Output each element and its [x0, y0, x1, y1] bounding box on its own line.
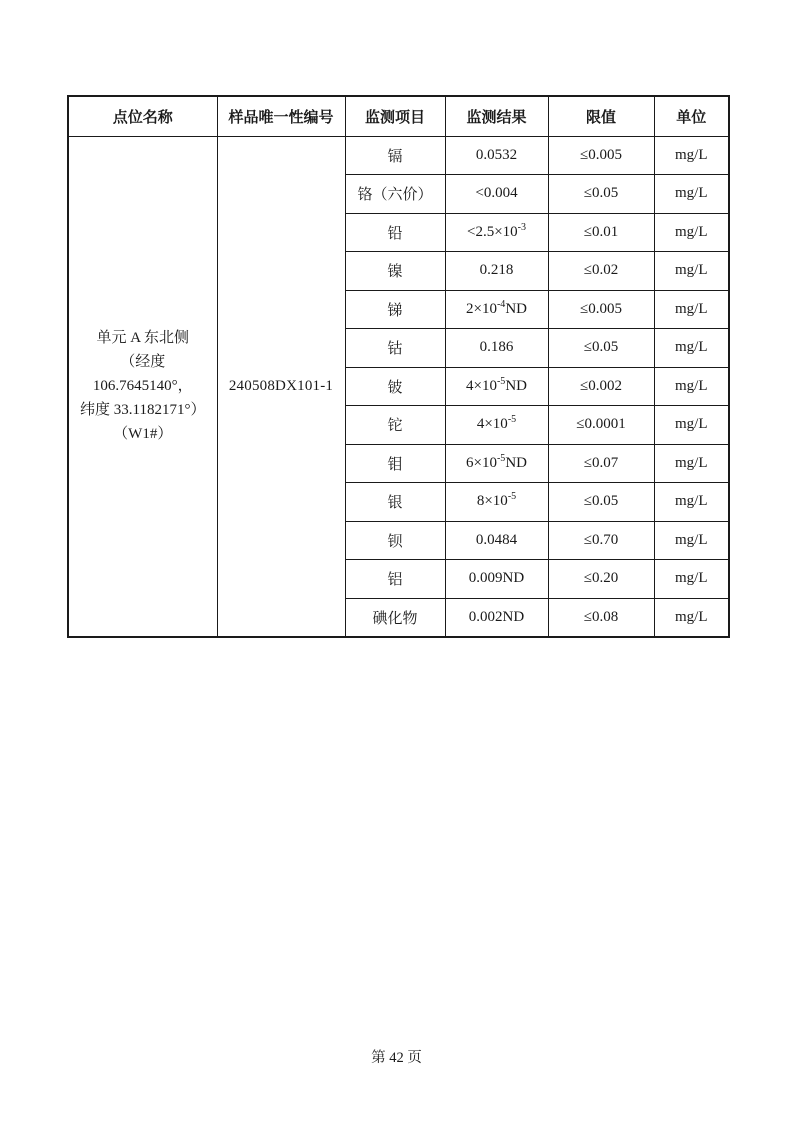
item-cell: 钼: [345, 444, 445, 483]
limit-cell: ≤0.05: [548, 329, 654, 368]
point-name-line: （经度 106.7645140°，: [92, 354, 193, 394]
point-name-line: （W1#）: [113, 426, 173, 442]
item-cell: 碘化物: [345, 598, 445, 637]
page-number: 第 42 页: [371, 1050, 422, 1066]
limit-cell: ≤0.07: [548, 444, 654, 483]
monitoring-results-table: [67, 95, 730, 638]
limit-cell: ≤0.0001: [548, 406, 654, 445]
limit-cell: ≤0.05: [548, 483, 654, 522]
item-cell: 镍: [345, 252, 445, 291]
result-cell: <0.004: [445, 175, 548, 214]
limit-cell: ≤0.20: [548, 560, 654, 599]
unit-cell: mg/L: [654, 213, 729, 252]
item-cell: 铝: [345, 560, 445, 599]
result-cell: 0.0484: [445, 521, 548, 560]
unit-cell: mg/L: [654, 252, 729, 291]
item-cell: 钴: [345, 329, 445, 368]
item-cell: 锑: [345, 290, 445, 329]
header-item: 监测项目: [345, 96, 445, 136]
header-limit: 限值: [548, 96, 654, 136]
unit-cell: mg/L: [654, 175, 729, 214]
limit-cell: ≤0.05: [548, 175, 654, 214]
unit-cell: mg/L: [654, 483, 729, 522]
limit-cell: ≤0.002: [548, 367, 654, 406]
limit-cell: ≤0.08: [548, 598, 654, 637]
item-cell: 铅: [345, 213, 445, 252]
result-cell: 0.0532: [445, 136, 548, 175]
unit-cell: mg/L: [654, 444, 729, 483]
result-cell: 0.186: [445, 329, 548, 368]
result-cell: $2\times 10^{-4}ND$: [445, 290, 548, 329]
header-point-name: 点位名称: [68, 96, 217, 136]
unit-cell: mg/L: [654, 521, 729, 560]
item-cell: 铬（六价）: [345, 175, 445, 214]
result-cell: $<2.5\times 10^{-3}$: [445, 213, 548, 252]
result-cell: 0.009ND: [445, 560, 548, 599]
item-cell: 铊: [345, 406, 445, 445]
header-result: 监测结果: [445, 96, 548, 136]
item-cell: 铍: [345, 367, 445, 406]
unit-cell: mg/L: [654, 367, 729, 406]
limit-cell: ≤0.70: [548, 521, 654, 560]
point-name-line: 纬度 33.1182171°）: [80, 402, 206, 418]
result-cell: $4\times 10^{-5}$: [445, 406, 548, 445]
header-unit: 单位: [654, 96, 729, 136]
point-name-cell: [68, 136, 217, 637]
result-cell: $8\times 10^{-5}$: [445, 483, 548, 522]
item-cell: 钡: [345, 521, 445, 560]
sample-id-cell: 240508DX101-1: [217, 136, 345, 637]
limit-cell: ≤0.005: [548, 136, 654, 175]
result-cell: $4\times 10^{-5}ND$: [445, 367, 548, 406]
table-row: [68, 136, 729, 175]
limit-cell: ≤0.02: [548, 252, 654, 291]
result-cell: 0.002ND: [445, 598, 548, 637]
unit-cell: mg/L: [654, 560, 729, 599]
header-sample-id: 样品唯一性编号: [217, 96, 345, 136]
point-name-line: 单元 A 东北侧: [96, 330, 189, 346]
limit-cell: ≤0.01: [548, 213, 654, 252]
unit-cell: mg/L: [654, 598, 729, 637]
result-cell: 0.218: [445, 252, 548, 291]
unit-cell: mg/L: [654, 290, 729, 329]
unit-cell: mg/L: [654, 136, 729, 175]
unit-cell: mg/L: [654, 406, 729, 445]
item-cell: 镉: [345, 136, 445, 175]
unit-cell: mg/L: [654, 329, 729, 368]
item-cell: 银: [345, 483, 445, 522]
result-cell: $6\times 10^{-5}ND$: [445, 444, 548, 483]
table-header-row: [68, 96, 729, 136]
limit-cell: ≤0.005: [548, 290, 654, 329]
